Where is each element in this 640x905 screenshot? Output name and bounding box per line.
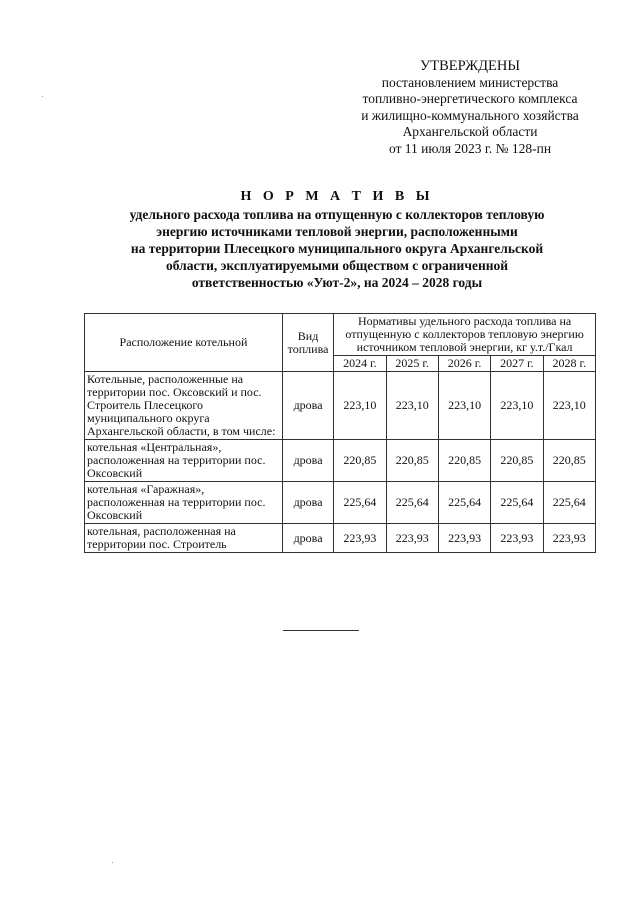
cell-value: 225,64 xyxy=(438,482,490,524)
approval-line: топливно-энергетического комплекса xyxy=(362,91,578,106)
scan-speck xyxy=(42,96,43,97)
approval-line: Архангельской области xyxy=(402,124,538,139)
title-line: удельного расхода топлива на отпущенную с коллекторов тепловую xyxy=(129,207,545,222)
cell-value: 225,64 xyxy=(386,482,438,524)
title-line: ответственностью «Уют-2», на 2024 – 2028 годы xyxy=(191,275,483,290)
table-row xyxy=(85,372,596,440)
title-line: области, эксплуатируемыми обществом с ограниченной xyxy=(165,258,509,273)
cell-value: 220,85 xyxy=(386,440,438,482)
cell-location: котельная, расположенная на территории пос. Строитель xyxy=(85,524,283,553)
cell-value: 220,85 xyxy=(543,440,595,482)
cell-value: 223,93 xyxy=(543,524,595,553)
table-row xyxy=(85,524,596,553)
title-line: на территории Плесецкого муниципального округа Архангельской xyxy=(130,241,544,256)
cell-value: 225,64 xyxy=(543,482,595,524)
table-header-row xyxy=(85,314,596,356)
header-location: Расположение котельной xyxy=(85,314,283,372)
approval-line: постановлением министерства xyxy=(381,74,559,90)
cell-value: 223,10 xyxy=(491,372,543,440)
approval-line: и жилищно-коммунального хозяйства xyxy=(361,107,579,123)
cell-fuel: дрова xyxy=(282,482,333,524)
cell-value: 223,10 xyxy=(438,372,490,440)
cell-value: 223,93 xyxy=(438,524,490,553)
table-row xyxy=(85,440,596,482)
closing-rule xyxy=(283,630,359,631)
approval-heading: УТВЕРЖДЕНЫ xyxy=(419,58,521,74)
cell-fuel: дрова xyxy=(282,440,333,482)
header-year: 2024 г. xyxy=(334,356,386,372)
header-year: 2028 г. xyxy=(543,356,595,372)
document-title xyxy=(80,188,594,291)
cell-value: 220,85 xyxy=(334,440,386,482)
cell-value: 223,93 xyxy=(386,524,438,553)
title-main: Н О Р М А Т И В Ы xyxy=(240,189,434,204)
cell-value: 223,93 xyxy=(334,524,386,553)
approval-line: от 11 июля 2023 г. № 128-пн xyxy=(388,140,552,156)
header-year: 2025 г. xyxy=(386,356,438,372)
cell-location: Котельные, расположенные на территории пос. Оксовский и пос. Строитель Плесецкого муниципального округа Архангельской области, в том числе: xyxy=(85,372,283,440)
cell-value: 225,64 xyxy=(334,482,386,524)
cell-location: котельная «Гаражная», расположенная на территории пос. Оксовский xyxy=(85,482,283,524)
header-fuel: Вид топлива xyxy=(282,314,333,372)
title-line: энергию источниками тепловой энергии, расположенными xyxy=(156,224,518,239)
cell-location: котельная «Центральная», расположенная на территории пос. Оксовский xyxy=(85,440,283,482)
cell-fuel: дрова xyxy=(282,372,333,440)
header-norms: Нормативы удельного расхода топлива на отпущенную с коллекторов тепловую энергию источником тепловой энергии, кг у.т./Гкал xyxy=(334,314,596,356)
cell-value: 223,10 xyxy=(386,372,438,440)
cell-value: 223,93 xyxy=(491,524,543,553)
cell-value: 220,85 xyxy=(491,440,543,482)
cell-value: 225,64 xyxy=(491,482,543,524)
header-year: 2027 г. xyxy=(491,356,543,372)
scan-speck xyxy=(112,862,113,863)
cell-value: 223,10 xyxy=(334,372,386,440)
table-row xyxy=(85,482,596,524)
norms-table xyxy=(84,313,596,553)
header-year: 2026 г. xyxy=(438,356,490,372)
approval-block xyxy=(300,58,640,157)
cell-value: 220,85 xyxy=(438,440,490,482)
cell-fuel: дрова xyxy=(282,524,333,553)
cell-value: 223,10 xyxy=(543,372,595,440)
